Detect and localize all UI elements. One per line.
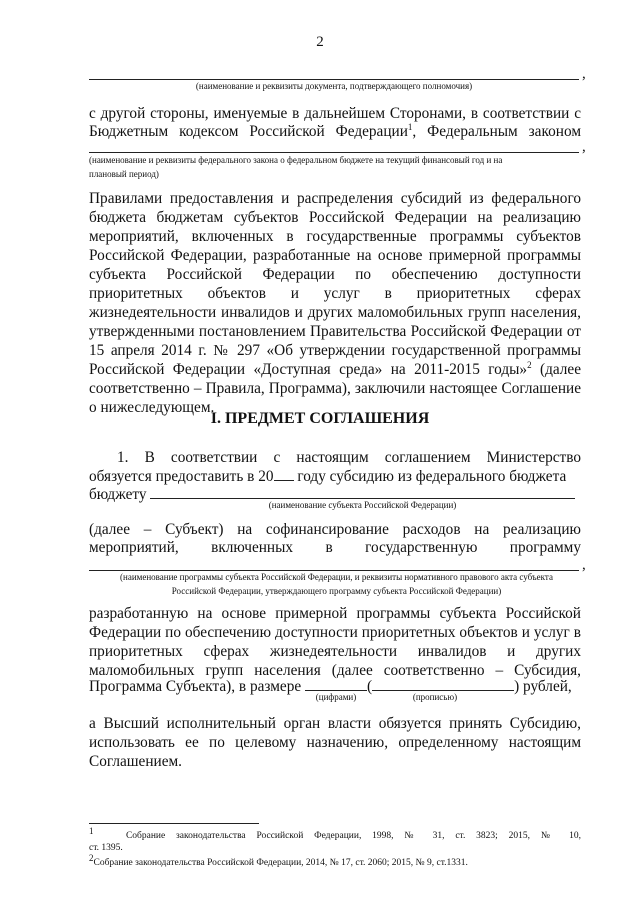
para-2-line: мероприятий, включенных в государственные программы субъектов <box>89 228 581 245</box>
clause-1-line-4: (далее – Субъект) на софинансирование расходов на реализацию <box>89 521 581 538</box>
program-caption-line-2: Российской Федерации, утверждающего программу субъекта Российской Федерации) <box>171 586 502 596</box>
para-2-line: утвержденными постановлением Правительства Российской Федерации от <box>89 323 581 340</box>
federal-law-caption-line-2: плановый период) <box>89 169 159 179</box>
authority-caption: (наименование и реквизиты документа, подтверждающего полномочия) <box>195 81 473 91</box>
subject-caption: (наименование субъекта Российской Федерации) <box>268 500 457 510</box>
clause-1-line-3: бюджету <box>89 486 147 503</box>
footnote-1-mark: 1 <box>89 825 94 836</box>
para-1-line-1: с другой стороны, именуемые в дальнейшем Сторонами, в соответствии с <box>89 105 581 122</box>
year-fill-line <box>274 467 294 481</box>
subject-fill-line <box>150 498 575 499</box>
section-title: I. ПРЕДМЕТ СОГЛАШЕНИЯ <box>210 410 430 427</box>
program-fill-line <box>89 570 579 571</box>
para-3-line-5-a: Программа Субъекта), в размере <box>89 678 302 695</box>
federal-law-caption-line-1: (наименование и реквизиты федерального закона о федеральном бюджете на текущий финансовый год и на <box>89 155 503 165</box>
authority-fill-line <box>89 79 579 80</box>
footnote-1-continued: ст. 1395. <box>89 843 123 853</box>
para-2-line: о нижеследующем. <box>89 399 215 416</box>
comma: , <box>582 66 586 82</box>
para-2-line: жизнедеятельности инвалидов и других маломобильных групп населения, <box>89 304 581 321</box>
para-2-line: субъекта Российской Федерации по обеспечению доступности <box>89 266 581 283</box>
amount-words-fill-line <box>372 677 514 691</box>
footnote-separator <box>89 823 259 824</box>
para-2-line: приоритетных объектов и услуг в приоритетных сферах <box>89 285 581 302</box>
footnote-1-text: Собрание законодательства Российской Федерации, 1998, № 31, ст. 3823; 2015, № 10, <box>125 831 582 841</box>
para-4-line-3: Соглашением. <box>89 753 183 770</box>
para-3-line: разработанную на основе примерной программы субъекта Российской <box>89 605 581 622</box>
para-4-line: а Высший исполнительный орган власти обязуется принять Субсидию, <box>89 715 581 732</box>
para-4-line: использовать ее по целевому назначению, определенному настоящим <box>89 734 581 751</box>
para-1-line-2 <box>89 122 581 141</box>
clause-1-line-2-b: году субсидию из федерального бюджета <box>293 468 567 485</box>
amount-digits-fill-line <box>305 677 367 691</box>
amount-digits-caption: (цифрами) <box>315 692 357 702</box>
para-3-line-5-c: ) рублей, <box>514 678 572 695</box>
para-2-line-10 <box>89 360 581 379</box>
para-2-line: бюджета бюджетам субъектов Российской Федерации на реализацию <box>89 209 581 226</box>
program-caption-line-1: (наименование программы субъекта Российской Федерации, и реквизиты нормативного правового акта субъекта <box>120 572 553 582</box>
footnotes <box>89 825 582 869</box>
para-2-line-10-text: Российской Федерации «Доступная среда» на 2011-2015 годы» <box>89 361 528 378</box>
para-3-line: Федерации по обеспечению доступности приоритетных объектов и услуг в <box>89 624 581 641</box>
footnote-1 <box>89 825 582 842</box>
para-3-line: приоритетных сферах жизнедеятельности инвалидов и других <box>89 643 581 660</box>
para-1-line-2-tail: , Федеральным законом <box>412 123 581 140</box>
clause-1-line-2 <box>89 467 581 486</box>
footnote-2-mark: 2 <box>89 852 94 863</box>
comma: , <box>582 139 586 155</box>
federal-law-fill-line <box>89 152 579 153</box>
para-3-line: маломобильных групп населения (далее соответственно – Субсидия, <box>89 662 581 679</box>
amount-words-caption: (прописью) <box>412 692 458 702</box>
para-2-line: 15 апреля 2014 г. № 297 «Об утверждении государственной программы <box>89 342 581 359</box>
clause-1-line-2-a: обязуется предоставить в 20 <box>89 468 274 485</box>
para-2-line-10-tail: (далее <box>531 361 581 378</box>
para-2-line: соответственно – Правила, Программа), заключили настоящее Соглашение <box>89 380 581 397</box>
clause-1-line-1: 1. В соответствии с настоящим соглашением Министерство <box>117 449 581 466</box>
clause-1-line-5: мероприятий, включенных в государственную программу <box>89 539 581 556</box>
para-3-line-5-b: ( <box>366 678 373 695</box>
footnote-ref-1: 1 <box>407 121 413 132</box>
para-2-line: Российской Федерации, разработанные на основе примерной программы <box>89 247 581 264</box>
para-2-line: Правилами предоставления и распределения субсидий из федерального <box>89 190 581 207</box>
footnote-2 <box>89 852 581 869</box>
comma: , <box>582 557 586 573</box>
page-number: 2 <box>316 34 324 50</box>
footnote-2-text: Собрание законодательства Российской Федерации, 2014, № 17, ст. 2060; 2015, № 9, ст.1331. <box>93 858 468 868</box>
footnote-ref-2: 2 <box>527 359 532 370</box>
para-1-line-2-text: Бюджетным кодексом Российской Федерации <box>89 123 408 140</box>
